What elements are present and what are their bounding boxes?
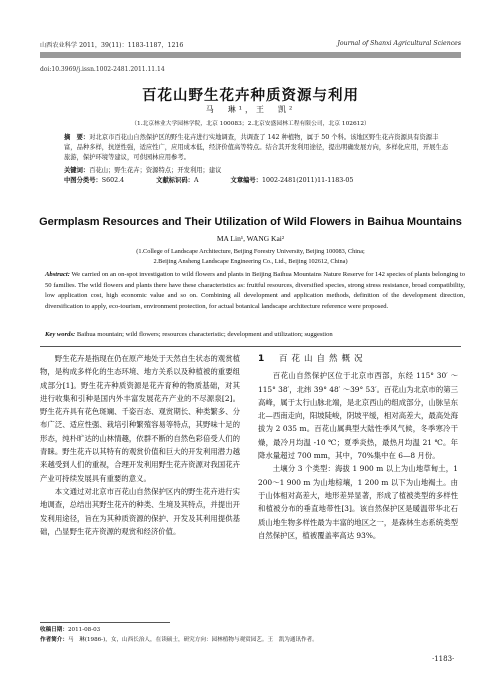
english-keywords-label: Key words: bbox=[45, 331, 76, 338]
classification-line bbox=[64, 176, 449, 186]
intro-paragraph-1: 野生花卉是指现在仍在原产地处于天然自生状态的观赏植物，是构成多样化的生态环境、地方关系以及种植被的重要组成部分[1]。野生花卉种质资源是花卉育种的物质基础，对其进行收集和引种是国内外丰富发展花卉产业的不尽源泉[2]。野生花卉具有花色斑斓、千姿百态、观赏期长、种类繁多、分布广泛、适应性强、栽培引种繁殖容易等特点，其野味十足的形态，纯朴旷达的山林情趣，依群不断的自然色彩倍受人们的青睐。野生花卉以其特有的观赏价值和巨大的开发利用潜力越来越受到人们的重视，合理开发利用野生花卉资源对我国花卉产业可持续发展具有重要的意义。 bbox=[40, 354, 240, 483]
intro-paragraph-2: 本文通过对北京市百花山自然保护区内的野生花卉进行实地调查，总结出其野生花卉的种类、生境及其特点，并提出开发利用途径，旨在为其种质资源的保护、开发及其利用提供基础，凸显野生花卉资源的观赏和经济价值。 bbox=[40, 486, 240, 536]
english-abstract bbox=[45, 270, 465, 312]
received-label: 收稿日期： bbox=[40, 627, 68, 633]
english-affiliation-1: (1.College of Landscape Architecture, Beijing Forestry University, Beijing 100083, China; bbox=[136, 248, 365, 255]
journal-name-en: Journal of Shanxi Agricultural Sciences bbox=[337, 40, 461, 47]
english-keywords bbox=[45, 330, 465, 341]
article-number-label: 文章编号： bbox=[230, 177, 263, 184]
doc-code-value: A bbox=[193, 177, 199, 184]
english-affiliation-2: 2.Beijing Ansheng Landscape Engineering Co., Ltd., Beijing 102612, China) bbox=[153, 258, 348, 265]
received-date bbox=[40, 626, 461, 635]
abstract-divider bbox=[40, 346, 461, 347]
section-paragraph-1: 百花山自然保护区位于北京市西部，东经 115° 30′ ～115° 38′，北纬 39° 48′ ～39° 53′。百花山为北京市的第三高峰，属于太行山脉北端，是北京西山的组成部分，山脉呈东北—西南走向，阳坡陡峻，阴坡平缓，相对高差大，最高处海拔为 2 035 m。百花山属典型大陆性季风气候，冬季寒冷干燥，最冷月均温 -10 ℃；夏季炎热，最热月均温 21 ℃。年降水量超过 700 mm，其中，70%集中在 6—8 月份。 bbox=[258, 371, 458, 461]
received-value: 2011-08-03 bbox=[67, 627, 101, 633]
chinese-authors: 马 琳¹，王 凯² bbox=[205, 105, 296, 114]
abstract-label: 摘 要： bbox=[64, 134, 90, 141]
chinese-abstract bbox=[64, 133, 449, 163]
english-keywords-text: Baihua mountain; wild flowers; resources characteristic; development and utilization; suggestion bbox=[76, 331, 333, 338]
footnote-divider bbox=[40, 622, 170, 623]
author-bio bbox=[40, 636, 461, 645]
doc-code-label: 文献标识码： bbox=[156, 177, 194, 184]
left-column bbox=[40, 352, 240, 538]
english-title: Germplasm Resources and Their Utilization of Wild Flowers in Baihua Mountains bbox=[39, 216, 462, 228]
article-number-value: 1002-2481(2011)11-1183-05 bbox=[262, 177, 354, 184]
section-title: 百花山自然概况 bbox=[278, 354, 367, 364]
english-abstract-text: We carried on an on-spot investigation to wild flowers and plants in Beijing Baihua Mountains Nature Reserve for 142 species of plants belonging to 50 families. The wild flowers and plants there have these characteristics as: fruitful resources, diversified species, strong stress resistance, broad compatibility, low application cost, high economic value and so on. Combining all development and application methods, definition of the development direction, diversification to apply, eco-tourism, environment protection, for actual botanical landscape architecture reference were proposed. bbox=[45, 271, 465, 310]
keywords-text: 百花山；野生花卉；资源特点；开发利用；建议 bbox=[89, 167, 222, 174]
right-column bbox=[258, 352, 458, 542]
chinese-affiliation: （1.北京林业大学园林学院，北京 100083；2.北京安盛园林工程有限公司，北京 102612） bbox=[131, 121, 370, 127]
doi: doi:10.3969/j.issn.1002-2481.2011.11.14 bbox=[40, 66, 165, 73]
page-number: ·1183· bbox=[432, 655, 455, 663]
english-authors: MA Lin¹, WANG Kai² bbox=[216, 234, 285, 243]
clc-value: S602.4 bbox=[101, 177, 125, 184]
author-bio-label: 作者简介： bbox=[40, 637, 68, 643]
section-heading bbox=[258, 352, 458, 366]
section-number: 1 bbox=[258, 354, 265, 364]
chinese-keywords bbox=[64, 166, 449, 176]
journal-citation: 山西农业科学 2011，39(11)：1183-1187，1216 bbox=[40, 42, 184, 49]
chinese-title: 百花山野生花卉种质资源与利用 bbox=[142, 88, 359, 104]
abstract-text: 对北京市百花山自然保护区的野生花卉进行实地调查，共调查了 142 种植物，属于 50 个科。该地区野生花卉资源具有资源丰富，品种多样，抗逆性强，适应性广，应用成本低，经济价值高等特点。结合其开发利用途径，提出明确发展方向，多样化应用，开展生态旅游，保护环境等建议，可供园林应用参考。 bbox=[64, 134, 449, 161]
keywords-label: 关键词： bbox=[64, 167, 90, 174]
header-bar bbox=[40, 52, 461, 58]
author-bio-text: 马 琳(1986-)，女，山西长治人，在读硕士，研究方向：园林植物与观赏园艺。王 凯为通讯作者。 bbox=[67, 637, 318, 643]
clc-label: 中图分类号： bbox=[64, 177, 102, 184]
section-paragraph-2: 土壤分 3 个类型：海拔 1 900 m 以上为山地草甸土，1 200～1 900 m 为山地棕壤，1 200 m 以下为山地褐土。由于山体相对高差大，地形差异显著，形成了植被类型的多样性和植被分布的垂直地带性[3]。该自然保护区是暖温带华北石质山地生物多样性最为丰富的地区之一，是森林生态系统类型自然保护区，植被覆盖率高达 93%。 bbox=[258, 464, 458, 540]
english-abstract-label: Abstract: bbox=[45, 271, 70, 278]
